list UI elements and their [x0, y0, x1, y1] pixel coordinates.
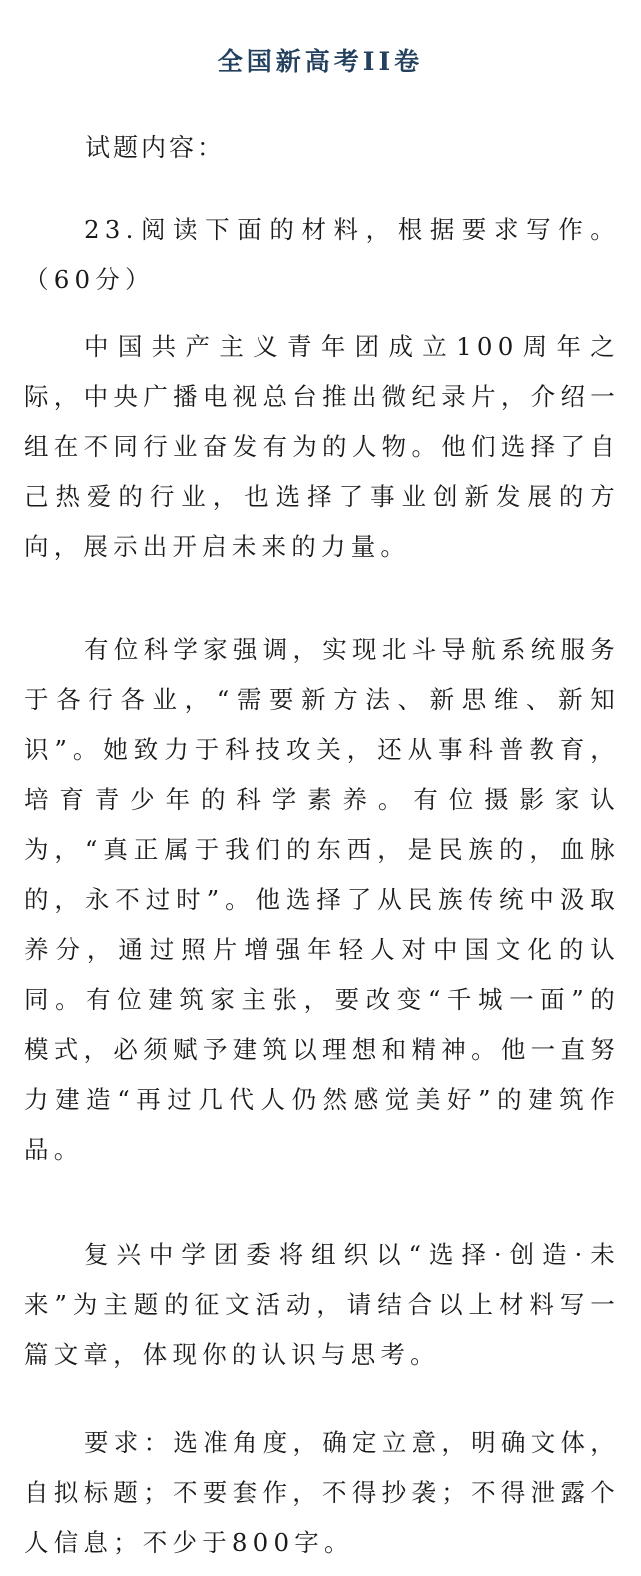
question-prompt: 23.阅读下面的材料，根据要求写作。（60分）: [24, 215, 620, 294]
requirements-paragraph: 要求：选准角度，确定立意，明确文体，自拟标题；不要套作，不得抄袭；不得泄露个人信息；不少于800字。: [24, 1428, 620, 1557]
section-label: 试题内容：: [85, 133, 226, 162]
page-title: 全国新高考II卷: [217, 47, 424, 76]
task-paragraph: 复兴中学团委将组织以“选择·创造·未来”为主题的征文活动，请结合以上材料写一篇文章，体现你的认识与思考。: [24, 1240, 620, 1369]
material-paragraph-1: 中国共产主义青年团成立100周年之际，中央广播电视总台推出微纪录片，介绍一组在不同行业奋发有为的人物。他们选择了自己热爱的行业，也选择了事业创新发展的方向，展示出开启未来的力量。: [24, 332, 620, 561]
material-paragraph-2: 有位科学家强调，实现北斗导航系统服务于各行各业，“需要新方法、新思维、新知识”。她致力于科技攻关，还从事科普教育，培育青少年的科学素养。有位摄影家认为，“真正属于我们的东西，是民族的，血脉的，永不过时”。他选择了从民族传统中汲取养分，通过照片增强年轻人对中国文化的认同。有位建筑家主张，要改变“千城一面”的模式，必须赋予建筑以理想和精神。他一直努力建造“再过几代人仍然感觉美好”的建筑作品。: [24, 635, 620, 1164]
